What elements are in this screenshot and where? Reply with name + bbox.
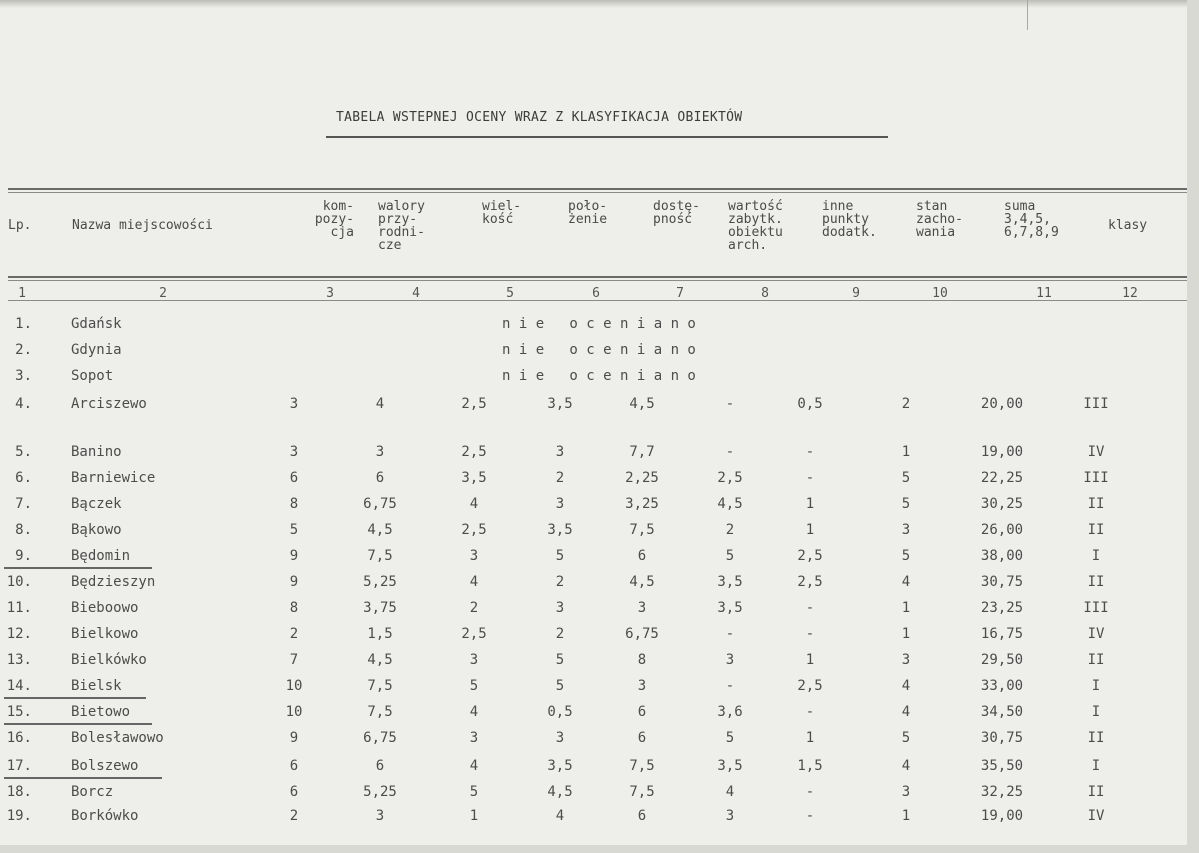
- value-col-7: 2,25: [625, 470, 659, 486]
- value-col-6: 4,5: [547, 784, 573, 800]
- value-col-10: 1: [901, 808, 911, 824]
- value-col-10: 4: [901, 758, 911, 774]
- value-col-3: 3: [289, 444, 299, 460]
- value-col-4: 5,25: [363, 784, 397, 800]
- value-col-8: 3: [725, 652, 735, 668]
- place-name: Bietowo: [71, 704, 131, 720]
- value-col-11: 33,00: [980, 678, 1024, 694]
- value-col-3: 9: [289, 548, 299, 564]
- value-col-4: 3: [375, 444, 385, 460]
- not-rated-note: n i e o c e n i a n o: [502, 368, 696, 384]
- value-col-9: 1: [805, 652, 815, 668]
- value-col-7: 6: [637, 704, 647, 720]
- value-col-3: 9: [289, 574, 299, 590]
- value-col-12: I: [1091, 678, 1101, 694]
- value-col-8: 5: [725, 730, 735, 746]
- value-col-12: II: [1087, 784, 1105, 800]
- place-name: Będomin: [71, 548, 131, 564]
- value-col-9: 0,5: [797, 396, 823, 412]
- value-col-12: I: [1091, 548, 1101, 564]
- place-name: Bączek: [71, 496, 122, 512]
- row-number: 19.: [6, 808, 32, 824]
- value-col-5: 1: [469, 808, 479, 824]
- value-col-7: 6: [637, 808, 647, 824]
- header-bottom-rule-2: [8, 280, 1187, 281]
- header-c5: wiel- kość: [482, 199, 522, 227]
- value-col-11: 19,00: [980, 808, 1024, 824]
- value-col-8: -: [725, 678, 735, 694]
- column-number: 7: [676, 286, 684, 301]
- value-col-11: 30,75: [980, 730, 1024, 746]
- value-col-12: I: [1091, 704, 1101, 720]
- row-number: 8.: [15, 522, 32, 538]
- table-top-rule: [8, 188, 1187, 190]
- value-col-4: 3: [375, 808, 385, 824]
- value-col-11: 26,00: [980, 522, 1024, 538]
- header-name: Nazwa miejscowości: [72, 218, 213, 233]
- column-number: 10: [932, 286, 948, 301]
- place-name: Bieboowo: [71, 600, 139, 616]
- value-col-11: 20,00: [980, 396, 1024, 412]
- place-name: Bielkówko: [71, 652, 147, 668]
- value-col-4: 6: [375, 470, 385, 486]
- row-number: 16.: [6, 730, 32, 746]
- value-col-12: III: [1083, 396, 1109, 412]
- value-col-7: 7,5: [629, 784, 655, 800]
- value-col-11: 29,50: [980, 652, 1024, 668]
- value-col-6: 3: [555, 600, 565, 616]
- column-number: 5: [506, 286, 514, 301]
- table-top-rule-2: [8, 192, 1187, 193]
- value-col-12: I: [1091, 758, 1101, 774]
- value-col-8: 3,5: [717, 758, 743, 774]
- row-number: 9.: [15, 548, 32, 564]
- value-col-11: 19,00: [980, 444, 1024, 460]
- row-number: 1.: [15, 316, 32, 332]
- value-col-5: 4: [469, 496, 479, 512]
- row-number: 18.: [6, 784, 32, 800]
- document-title: TABELA WSTEPNEJ OCENY WRAZ Z KLASYFIKACJA OBIEKTÓW: [336, 110, 743, 125]
- value-col-9: -: [805, 808, 815, 824]
- value-col-9: -: [805, 444, 815, 460]
- value-col-7: 4,5: [629, 574, 655, 590]
- paper-fold-mark: [1027, 0, 1028, 30]
- value-col-8: -: [725, 626, 735, 642]
- place-name: Borkówko: [71, 808, 139, 824]
- row-number: 15.: [6, 704, 32, 720]
- value-col-4: 3,75: [363, 600, 397, 616]
- value-col-3: 10: [285, 678, 303, 694]
- place-name: Gdańsk: [71, 316, 122, 332]
- value-col-7: 6: [637, 548, 647, 564]
- value-col-3: 7: [289, 652, 299, 668]
- value-col-12: II: [1087, 652, 1105, 668]
- value-col-12: III: [1083, 470, 1109, 486]
- value-col-3: 9: [289, 730, 299, 746]
- value-col-8: 3: [725, 808, 735, 824]
- header-c8: wartość zabytk. obiektu arch.: [728, 199, 783, 253]
- value-col-9: 2,5: [797, 548, 823, 564]
- value-col-10: 5: [901, 548, 911, 564]
- place-name: Barniewice: [71, 470, 156, 486]
- header-c12: klasy: [1108, 218, 1148, 233]
- row-number: 3.: [15, 368, 32, 384]
- value-col-5: 5: [469, 784, 479, 800]
- value-col-9: -: [805, 626, 815, 642]
- value-col-8: 2: [725, 522, 735, 538]
- place-name: Bąkowo: [71, 522, 122, 538]
- value-col-9: -: [805, 600, 815, 616]
- not-rated-note: n i e o c e n i a n o: [502, 316, 696, 332]
- value-col-11: 23,25: [980, 600, 1024, 616]
- value-col-5: 2: [469, 600, 479, 616]
- value-col-4: 6,75: [363, 496, 397, 512]
- value-col-3: 5: [289, 522, 299, 538]
- value-col-10: 5: [901, 496, 911, 512]
- header-c10: stan zacho- wania: [916, 199, 963, 240]
- value-col-12: IV: [1087, 444, 1105, 460]
- value-col-4: 6,75: [363, 730, 397, 746]
- class-i-underline: [4, 697, 146, 699]
- value-col-4: 7,5: [367, 704, 393, 720]
- value-col-4: 7,5: [367, 678, 393, 694]
- place-name: Bielkowo: [71, 626, 139, 642]
- value-col-3: 2: [289, 626, 299, 642]
- row-number: 17.: [6, 758, 32, 774]
- place-name: Sopot: [71, 368, 114, 384]
- header-c3: kom- pozy- cja: [314, 199, 354, 240]
- value-col-8: 3,5: [717, 574, 743, 590]
- place-name: Arciszewo: [71, 396, 147, 412]
- value-col-5: 3: [469, 652, 479, 668]
- row-number: 11.: [6, 600, 32, 616]
- value-col-9: 1: [805, 522, 815, 538]
- title-underline: [326, 136, 888, 138]
- header-bottom-rule: [8, 276, 1187, 278]
- value-col-3: 6: [289, 758, 299, 774]
- value-col-3: 10: [285, 704, 303, 720]
- value-col-12: II: [1087, 574, 1105, 590]
- column-number: 9: [852, 286, 860, 301]
- header-c11: suma 3,4,5, 6,7,8,9: [1004, 199, 1059, 240]
- value-col-10: 3: [901, 652, 911, 668]
- value-col-9: 2,5: [797, 574, 823, 590]
- value-col-12: III: [1083, 600, 1109, 616]
- value-col-6: 2: [555, 574, 565, 590]
- row-number: 12.: [6, 626, 32, 642]
- value-col-6: 3: [555, 444, 565, 460]
- column-number: 1: [18, 286, 26, 301]
- value-col-11: 30,25: [980, 496, 1024, 512]
- value-col-7: 3: [637, 600, 647, 616]
- value-col-9: -: [805, 784, 815, 800]
- value-col-5: 2,5: [461, 522, 487, 538]
- value-col-4: 7,5: [367, 548, 393, 564]
- value-col-8: 2,5: [717, 470, 743, 486]
- value-col-4: 5,25: [363, 574, 397, 590]
- header-c7: dostę- pność: [653, 199, 700, 227]
- value-col-7: 4,5: [629, 396, 655, 412]
- value-col-10: 5: [901, 730, 911, 746]
- not-rated-note: n i e o c e n i a n o: [502, 342, 696, 358]
- place-name: Będzieszyn: [71, 574, 156, 590]
- value-col-5: 2,5: [461, 626, 487, 642]
- value-col-10: 4: [901, 678, 911, 694]
- value-col-10: 3: [901, 784, 911, 800]
- value-col-8: 3,6: [717, 704, 743, 720]
- value-col-3: 3: [289, 396, 299, 412]
- row-number: 6.: [15, 470, 32, 486]
- value-col-11: 32,25: [980, 784, 1024, 800]
- value-col-5: 3,5: [461, 470, 487, 486]
- value-col-10: 4: [901, 704, 911, 720]
- value-col-9: 1: [805, 496, 815, 512]
- header-lp: Lp.: [8, 218, 32, 233]
- value-col-12: II: [1087, 730, 1105, 746]
- value-col-5: 3: [469, 548, 479, 564]
- value-col-6: 3,5: [547, 396, 573, 412]
- value-col-7: 3,25: [625, 496, 659, 512]
- column-number: 2: [159, 286, 167, 301]
- value-col-4: 6: [375, 758, 385, 774]
- value-col-9: 1: [805, 730, 815, 746]
- value-col-5: 2,5: [461, 444, 487, 460]
- value-col-8: -: [725, 396, 735, 412]
- value-col-7: 3: [637, 678, 647, 694]
- value-col-9: 1,5: [797, 758, 823, 774]
- value-col-11: 34,50: [980, 704, 1024, 720]
- row-number: 5.: [15, 444, 32, 460]
- value-col-7: 6,75: [625, 626, 659, 642]
- value-col-6: 4: [555, 808, 565, 824]
- value-col-4: 1,5: [367, 626, 393, 642]
- value-col-11: 38,00: [980, 548, 1024, 564]
- value-col-3: 6: [289, 470, 299, 486]
- value-col-7: 7,5: [629, 522, 655, 538]
- value-col-6: 3: [555, 730, 565, 746]
- place-name: Bielsk: [71, 678, 122, 694]
- row-number: 14.: [6, 678, 32, 694]
- value-col-5: 2,5: [461, 396, 487, 412]
- column-number: 11: [1036, 286, 1052, 301]
- value-col-12: IV: [1087, 626, 1105, 642]
- value-col-6: 2: [555, 626, 565, 642]
- place-name: Gdynia: [71, 342, 122, 358]
- value-col-10: 1: [901, 600, 911, 616]
- value-col-11: 30,75: [980, 574, 1024, 590]
- value-col-4: 4: [375, 396, 385, 412]
- value-col-6: 0,5: [547, 704, 573, 720]
- value-col-9: -: [805, 704, 815, 720]
- row-number: 4.: [15, 396, 32, 412]
- value-col-8: 4: [725, 784, 735, 800]
- value-col-5: 3: [469, 730, 479, 746]
- value-col-8: -: [725, 444, 735, 460]
- value-col-5: 5: [469, 678, 479, 694]
- value-col-3: 2: [289, 808, 299, 824]
- value-col-6: 3,5: [547, 758, 573, 774]
- value-col-7: 7,5: [629, 758, 655, 774]
- value-col-6: 3,5: [547, 522, 573, 538]
- column-number: 3: [326, 286, 334, 301]
- value-col-10: 1: [901, 626, 911, 642]
- value-col-3: 6: [289, 784, 299, 800]
- value-col-9: -: [805, 470, 815, 486]
- class-i-underline: [4, 777, 162, 779]
- place-name: Bolesławowo: [71, 730, 164, 746]
- value-col-5: 4: [469, 758, 479, 774]
- value-col-9: 2,5: [797, 678, 823, 694]
- value-col-4: 4,5: [367, 522, 393, 538]
- value-col-5: 4: [469, 704, 479, 720]
- row-number: 7.: [15, 496, 32, 512]
- class-i-underline: [4, 723, 152, 725]
- value-col-5: 4: [469, 574, 479, 590]
- value-col-11: 16,75: [980, 626, 1024, 642]
- scan-shadow: [0, 0, 1187, 8]
- class-i-underline: [4, 567, 152, 569]
- value-col-6: 3: [555, 496, 565, 512]
- value-col-10: 3: [901, 522, 911, 538]
- value-col-10: 5: [901, 470, 911, 486]
- value-col-7: 7,7: [629, 444, 655, 460]
- value-col-11: 35,50: [980, 758, 1024, 774]
- value-col-12: II: [1087, 496, 1105, 512]
- header-c6: poło- żenie: [568, 199, 608, 227]
- value-col-3: 8: [289, 496, 299, 512]
- value-col-4: 4,5: [367, 652, 393, 668]
- place-name: Borcz: [71, 784, 114, 800]
- value-col-10: 1: [901, 444, 911, 460]
- value-col-7: 8: [637, 652, 647, 668]
- value-col-6: 2: [555, 470, 565, 486]
- value-col-6: 5: [555, 548, 565, 564]
- row-number: 10.: [6, 574, 32, 590]
- value-col-7: 6: [637, 730, 647, 746]
- value-col-8: 5: [725, 548, 735, 564]
- column-number: 4: [412, 286, 420, 301]
- column-number: 6: [592, 286, 600, 301]
- value-col-3: 8: [289, 600, 299, 616]
- value-col-8: 4,5: [717, 496, 743, 512]
- header-c9: inne punkty dodatk.: [822, 199, 877, 240]
- value-col-10: 4: [901, 574, 911, 590]
- column-number: 8: [761, 286, 769, 301]
- header-c4: walory przy- rodni- cze: [378, 199, 425, 253]
- column-number: 12: [1122, 286, 1138, 301]
- row-number: 2.: [15, 342, 32, 358]
- place-name: Bolszewo: [71, 758, 139, 774]
- place-name: Banino: [71, 444, 122, 460]
- value-col-12: II: [1087, 522, 1105, 538]
- value-col-11: 22,25: [980, 470, 1024, 486]
- value-col-12: IV: [1087, 808, 1105, 824]
- row-number: 13.: [6, 652, 32, 668]
- value-col-8: 3,5: [717, 600, 743, 616]
- value-col-6: 5: [555, 678, 565, 694]
- value-col-6: 5: [555, 652, 565, 668]
- value-col-10: 2: [901, 396, 911, 412]
